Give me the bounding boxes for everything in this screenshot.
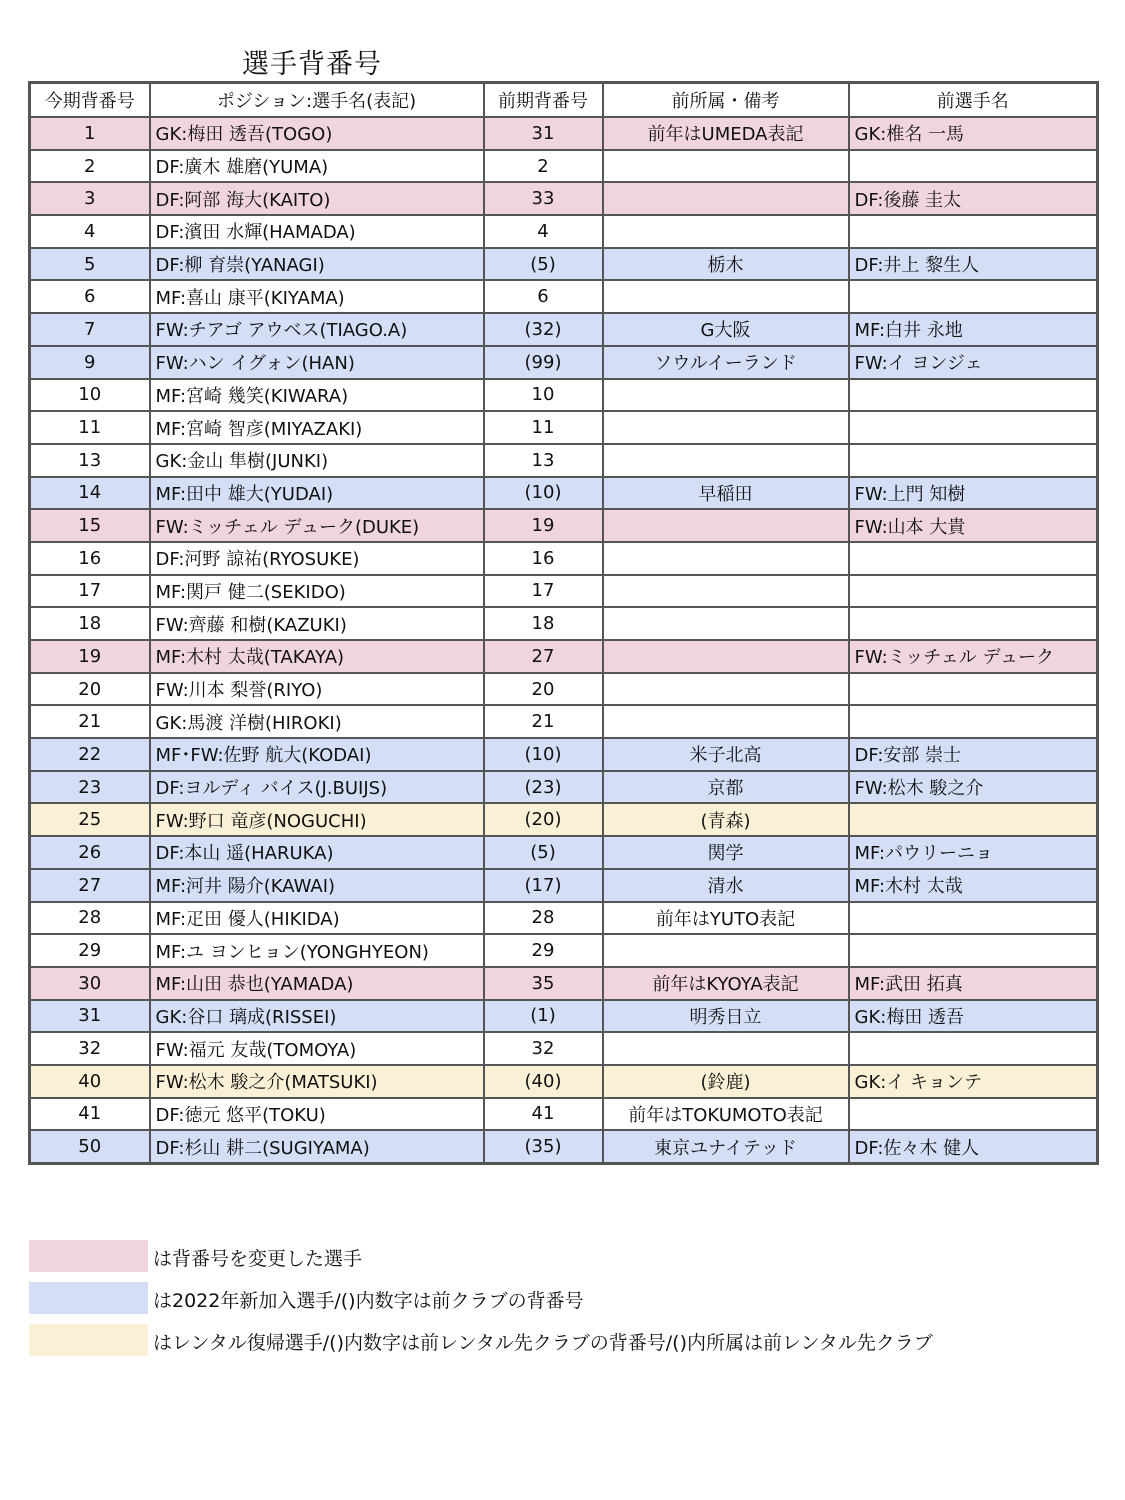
- previous-club-note-cell: [603, 1032, 849, 1065]
- player-name-cell: GK:谷口 璃成(RISSEI): [150, 1000, 484, 1033]
- table-row: [30, 379, 1098, 412]
- table-row: [30, 967, 1098, 1000]
- previous-club-note-cell: [603, 150, 849, 183]
- current-number-cell: 5: [30, 248, 150, 281]
- current-number-cell: 15: [30, 509, 150, 542]
- table-row: [30, 1032, 1098, 1065]
- legend-item-blue: [29, 1282, 1109, 1314]
- current-number-cell: 3: [30, 182, 150, 215]
- current-number-cell: 11: [30, 411, 150, 444]
- current-number-cell: 29: [30, 934, 150, 967]
- previous-player-cell: [849, 934, 1098, 967]
- previous-number-cell: 41: [484, 1098, 603, 1131]
- table-row: [30, 1098, 1098, 1131]
- previous-club-note-cell: [603, 607, 849, 640]
- previous-club-note-cell: [603, 379, 849, 412]
- previous-player-cell: [849, 803, 1098, 836]
- table-row: [30, 803, 1098, 836]
- current-number-cell: 14: [30, 477, 150, 510]
- header-player-name: ポジション:選手名(表記): [150, 83, 484, 118]
- previous-number-cell: 6: [484, 280, 603, 313]
- player-name-cell: DF:柳 育崇(YANAGI): [150, 248, 484, 281]
- legend-swatch-yellow: [29, 1324, 148, 1356]
- previous-player-cell: [849, 705, 1098, 738]
- legend-swatch-blue: [29, 1282, 148, 1314]
- table-row: [30, 705, 1098, 738]
- player-name-cell: DF:阿部 海大(KAITO): [150, 182, 484, 215]
- previous-number-cell: 11: [484, 411, 603, 444]
- previous-player-cell: [849, 150, 1098, 183]
- player-name-cell: GK:馬渡 洋樹(HIROKI): [150, 705, 484, 738]
- previous-number-cell: 2: [484, 150, 603, 183]
- previous-player-cell: DF:後藤 圭太: [849, 182, 1098, 215]
- player-name-cell: GK:梅田 透吾(TOGO): [150, 117, 484, 150]
- current-number-cell: 28: [30, 902, 150, 935]
- previous-player-cell: [849, 444, 1098, 477]
- previous-club-note-cell: (青森): [603, 803, 849, 836]
- table-row: [30, 150, 1098, 183]
- player-name-cell: DF:河野 諒祐(RYOSUKE): [150, 542, 484, 575]
- current-number-cell: 20: [30, 673, 150, 706]
- previous-number-cell: 13: [484, 444, 603, 477]
- previous-player-cell: MF:白井 永地: [849, 313, 1098, 346]
- previous-number-cell: 31: [484, 117, 603, 150]
- previous-club-note-cell: 清水: [603, 869, 849, 902]
- player-name-cell: FW:齊藤 和樹(KAZUKI): [150, 607, 484, 640]
- previous-player-cell: [849, 902, 1098, 935]
- previous-club-note-cell: 明秀日立: [603, 1000, 849, 1033]
- previous-number-cell: 19: [484, 509, 603, 542]
- previous-player-cell: [849, 280, 1098, 313]
- roster-body: [30, 117, 1098, 1164]
- previous-player-cell: DF:安部 崇士: [849, 738, 1098, 771]
- player-name-cell: MF:関戸 健二(SEKIDO): [150, 575, 484, 608]
- previous-club-note-cell: 前年はKYOYA表記: [603, 967, 849, 1000]
- previous-club-note-cell: 前年はYUTO表記: [603, 902, 849, 935]
- previous-club-note-cell: [603, 705, 849, 738]
- current-number-cell: 50: [30, 1130, 150, 1163]
- previous-number-cell: (10): [484, 738, 603, 771]
- current-number-cell: 10: [30, 379, 150, 412]
- table-row: [30, 902, 1098, 935]
- player-name-cell: FW:ミッチェル デューク(DUKE): [150, 509, 484, 542]
- table-row: [30, 738, 1098, 771]
- previous-player-cell: [849, 575, 1098, 608]
- current-number-cell: 1: [30, 117, 150, 150]
- previous-number-cell: 10: [484, 379, 603, 412]
- previous-club-note-cell: 京都: [603, 771, 849, 804]
- table-row: [30, 313, 1098, 346]
- previous-number-cell: (1): [484, 1000, 603, 1033]
- previous-number-cell: 20: [484, 673, 603, 706]
- player-name-cell: MF:田中 雄大(YUDAI): [150, 477, 484, 510]
- previous-player-cell: [849, 607, 1098, 640]
- previous-player-cell: GK:イ キョンテ: [849, 1065, 1098, 1098]
- previous-club-note-cell: [603, 673, 849, 706]
- previous-club-note-cell: [603, 542, 849, 575]
- table-row: [30, 836, 1098, 869]
- table-row: [30, 182, 1098, 215]
- previous-club-note-cell: [603, 575, 849, 608]
- previous-player-cell: [849, 215, 1098, 248]
- current-number-cell: 17: [30, 575, 150, 608]
- previous-player-cell: GK:梅田 透吾: [849, 1000, 1098, 1033]
- previous-player-cell: MF:パウリーニョ: [849, 836, 1098, 869]
- previous-club-note-cell: [603, 411, 849, 444]
- header-row: [30, 83, 1098, 118]
- player-name-cell: DF:徳元 悠平(TOKU): [150, 1098, 484, 1131]
- table-row: [30, 934, 1098, 967]
- previous-number-cell: (10): [484, 477, 603, 510]
- current-number-cell: 6: [30, 280, 150, 313]
- previous-number-cell: 21: [484, 705, 603, 738]
- previous-club-note-cell: [603, 444, 849, 477]
- table-row: [30, 673, 1098, 706]
- previous-number-cell: (5): [484, 248, 603, 281]
- player-name-cell: MF:宮崎 幾笑(KIWARA): [150, 379, 484, 412]
- table-row: [30, 771, 1098, 804]
- player-name-cell: GK:金山 隼樹(JUNKI): [150, 444, 484, 477]
- previous-club-note-cell: (鈴鹿): [603, 1065, 849, 1098]
- previous-number-cell: 35: [484, 967, 603, 1000]
- previous-number-cell: 4: [484, 215, 603, 248]
- current-number-cell: 25: [30, 803, 150, 836]
- legend-item-yellow: [29, 1324, 1109, 1356]
- legend-item-pink: [29, 1240, 1109, 1272]
- player-name-cell: FW:チアゴ アウベス(TIAGO.A): [150, 313, 484, 346]
- previous-player-cell: MF:武田 拓真: [849, 967, 1098, 1000]
- current-number-cell: 31: [30, 1000, 150, 1033]
- previous-club-note-cell: [603, 640, 849, 673]
- previous-number-cell: 32: [484, 1032, 603, 1065]
- roster-table: [28, 81, 1099, 1165]
- previous-number-cell: (35): [484, 1130, 603, 1163]
- previous-number-cell: 18: [484, 607, 603, 640]
- table-row: [30, 477, 1098, 510]
- previous-club-note-cell: [603, 509, 849, 542]
- player-name-cell: MF･FW:佐野 航大(KODAI): [150, 738, 484, 771]
- previous-player-cell: DF:井上 黎生人: [849, 248, 1098, 281]
- current-number-cell: 40: [30, 1065, 150, 1098]
- current-number-cell: 30: [30, 967, 150, 1000]
- current-number-cell: 32: [30, 1032, 150, 1065]
- previous-player-cell: [849, 673, 1098, 706]
- current-number-cell: 22: [30, 738, 150, 771]
- previous-club-note-cell: [603, 215, 849, 248]
- previous-club-note-cell: 早稲田: [603, 477, 849, 510]
- previous-player-cell: MF:木村 太哉: [849, 869, 1098, 902]
- table-row: [30, 1130, 1098, 1163]
- current-number-cell: 9: [30, 346, 150, 379]
- previous-club-note-cell: 関学: [603, 836, 849, 869]
- table-row: [30, 542, 1098, 575]
- current-number-cell: 21: [30, 705, 150, 738]
- current-number-cell: 23: [30, 771, 150, 804]
- legend-text-pink: は背番号を変更した選手: [153, 1248, 363, 1270]
- player-name-cell: FW:ハン イグォン(HAN): [150, 346, 484, 379]
- previous-number-cell: 27: [484, 640, 603, 673]
- previous-number-cell: (40): [484, 1065, 603, 1098]
- previous-player-cell: FW:山本 大貴: [849, 509, 1098, 542]
- previous-club-note-cell: 前年はUMEDA表記: [603, 117, 849, 150]
- player-name-cell: DF:本山 遥(HARUKA): [150, 836, 484, 869]
- header-current-number: 今期背番号: [30, 83, 150, 118]
- player-name-cell: FW:福元 友哉(TOMOYA): [150, 1032, 484, 1065]
- table-row: [30, 1065, 1098, 1098]
- previous-number-cell: (17): [484, 869, 603, 902]
- table-row: [30, 640, 1098, 673]
- current-number-cell: 7: [30, 313, 150, 346]
- previous-number-cell: (99): [484, 346, 603, 379]
- current-number-cell: 19: [30, 640, 150, 673]
- header-previous-player: 前選手名: [849, 83, 1098, 118]
- previous-club-note-cell: [603, 182, 849, 215]
- table-row: [30, 509, 1098, 542]
- previous-number-cell: (5): [484, 836, 603, 869]
- previous-club-note-cell: 栃木: [603, 248, 849, 281]
- previous-number-cell: 17: [484, 575, 603, 608]
- previous-number-cell: 16: [484, 542, 603, 575]
- page-title: 選手背番号: [242, 49, 382, 80]
- previous-club-note-cell: 米子北高: [603, 738, 849, 771]
- previous-number-cell: (20): [484, 803, 603, 836]
- previous-club-note-cell: [603, 280, 849, 313]
- current-number-cell: 13: [30, 444, 150, 477]
- table-row: [30, 215, 1098, 248]
- player-name-cell: MF:木村 太哉(TAKAYA): [150, 640, 484, 673]
- player-name-cell: FW:松木 駿之介(MATSUKI): [150, 1065, 484, 1098]
- previous-player-cell: DF:佐々木 健人: [849, 1130, 1098, 1163]
- previous-player-cell: [849, 542, 1098, 575]
- previous-number-cell: 28: [484, 902, 603, 935]
- table-row: [30, 117, 1098, 150]
- table-row: [30, 411, 1098, 444]
- player-name-cell: MF:疋田 優人(HIKIDA): [150, 902, 484, 935]
- player-name-cell: DF:濱田 水輝(HAMADA): [150, 215, 484, 248]
- table-row: [30, 869, 1098, 902]
- player-name-cell: DF:杉山 耕二(SUGIYAMA): [150, 1130, 484, 1163]
- table-row: [30, 280, 1098, 313]
- current-number-cell: 2: [30, 150, 150, 183]
- previous-player-cell: FW:イ ヨンジェ: [849, 346, 1098, 379]
- table-row: [30, 607, 1098, 640]
- previous-number-cell: (23): [484, 771, 603, 804]
- player-name-cell: MF:山田 恭也(YAMADA): [150, 967, 484, 1000]
- previous-player-cell: GK:椎名 一馬: [849, 117, 1098, 150]
- table-row: [30, 444, 1098, 477]
- previous-club-note-cell: 前年はTOKUMOTO表記: [603, 1098, 849, 1131]
- previous-player-cell: FW:ミッチェル デューク: [849, 640, 1098, 673]
- player-name-cell: MF:宮崎 智彦(MIYAZAKI): [150, 411, 484, 444]
- table-row: [30, 575, 1098, 608]
- current-number-cell: 16: [30, 542, 150, 575]
- current-number-cell: 26: [30, 836, 150, 869]
- current-number-cell: 18: [30, 607, 150, 640]
- previous-club-note-cell: [603, 934, 849, 967]
- player-name-cell: DF:ヨルディ バイス(J.BUIJS): [150, 771, 484, 804]
- header-previous-club-note: 前所属・備考: [603, 83, 849, 118]
- legend-text-blue: は2022年新加入選手/()内数字は前クラブの背番号: [153, 1290, 584, 1312]
- previous-club-note-cell: G大阪: [603, 313, 849, 346]
- player-name-cell: FW:川本 梨誉(RIYO): [150, 673, 484, 706]
- table-row: [30, 248, 1098, 281]
- legend-text-yellow: はレンタル復帰選手/()内数字は前レンタル先クラブの背番号/()内所属は前レンタル先クラブ: [153, 1332, 933, 1354]
- previous-player-cell: [849, 1032, 1098, 1065]
- table-row: [30, 1000, 1098, 1033]
- header-previous-number: 前期背番号: [484, 83, 603, 118]
- player-name-cell: MF:河井 陽介(KAWAI): [150, 869, 484, 902]
- previous-player-cell: FW:上門 知樹: [849, 477, 1098, 510]
- previous-player-cell: [849, 411, 1098, 444]
- player-name-cell: DF:廣木 雄磨(YUMA): [150, 150, 484, 183]
- previous-number-cell: 33: [484, 182, 603, 215]
- previous-player-cell: [849, 1098, 1098, 1131]
- player-name-cell: FW:野口 竜彦(NOGUCHI): [150, 803, 484, 836]
- legend-swatch-pink: [29, 1240, 148, 1272]
- current-number-cell: 27: [30, 869, 150, 902]
- previous-club-note-cell: 東京ユナイテッド: [603, 1130, 849, 1163]
- previous-number-cell: 29: [484, 934, 603, 967]
- previous-player-cell: [849, 379, 1098, 412]
- current-number-cell: 4: [30, 215, 150, 248]
- table-row: [30, 346, 1098, 379]
- current-number-cell: 41: [30, 1098, 150, 1131]
- player-name-cell: MF:ユ ヨンヒョン(YONGHYEON): [150, 934, 484, 967]
- previous-club-note-cell: ソウルイーランド: [603, 346, 849, 379]
- player-name-cell: MF:喜山 康平(KIYAMA): [150, 280, 484, 313]
- previous-number-cell: (32): [484, 313, 603, 346]
- previous-player-cell: FW:松木 駿之介: [849, 771, 1098, 804]
